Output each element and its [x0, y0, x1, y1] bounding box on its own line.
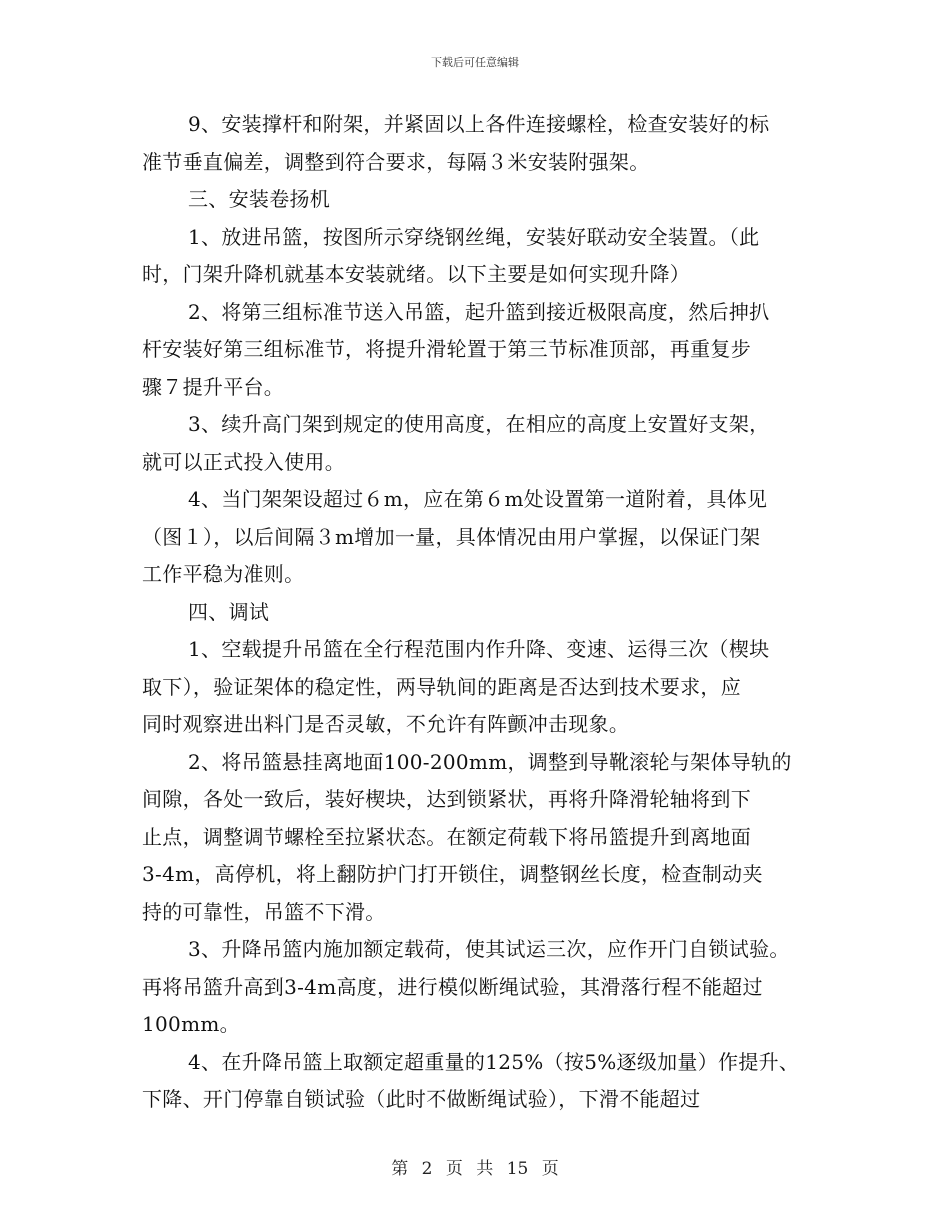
- paragraph-5-line-0: 4、当门架架设超过６m，应在第６m处设置第一道附着，具体见: [188, 487, 768, 511]
- paragraph-10-line-1: 下降、开门停靠自锁试验（此时不做断绳试验），下滑不能超过: [142, 1087, 701, 1111]
- paragraph-9-line-0: 3、升降吊篮内施加额定载荷，使其试运三次，应作开门自锁试验。: [188, 937, 790, 961]
- paragraph-10-line-0: 4、在升降吊篮上取额定超重量的125%（按5%逐级加量）作提升、: [188, 1049, 800, 1074]
- paragraph-7-line-0: 1、空载提升吊篮在全行程范围内作升降、变速、运得三次（楔块: [188, 637, 770, 661]
- paragraph-0-line-1: 准节垂直偏差，调整到符合要求，每隔３米安装附强架。: [142, 149, 650, 174]
- paragraph-4-line-1: 就可以正式投入使用。: [142, 449, 345, 474]
- paragraph-8-line-0: 2、将吊篮悬挂离地面100-200mm，调整到导靴滚轮与架体导轨的: [188, 749, 792, 774]
- paragraph-7-line-2: 同时观察进出料门是否灵敏，不允许有阵颤冲击现象。: [142, 712, 630, 736]
- footer-gong: 共: [476, 1159, 494, 1179]
- page-header: 下载后可任意编辑: [431, 56, 519, 69]
- paragraph-2-line-0: 1、放进吊篮，按图所示穿绕钢丝绳，安装好联动安全装置。（此: [188, 224, 760, 249]
- paragraph-1-line-0: 三、安装卷扬机: [188, 187, 331, 211]
- paragraph-7-line-1: 取下），验证架体的稳定性，两导轨间的距离是否达到技术要求，应: [142, 674, 741, 699]
- paragraph-3-line-2: 骤７提升平台。: [142, 374, 285, 399]
- paragraph-4-line-0: 3、续升高门架到规定的使用高度，在相应的高度上安置好支架，: [188, 412, 770, 436]
- paragraph-2-line-1: 时，门架升降机就基本安装就绪。以下主要是如何实现升降）: [142, 262, 691, 286]
- paragraph-9-line-2: 100mm。: [142, 1012, 240, 1036]
- paragraph-5-line-1: （图１），以后间隔３m增加一量，具体情况由用户掌握，以保证门架: [142, 524, 761, 549]
- paragraph-3-line-1: 杆安装好第三组标准节，将提升滑轮置于第三节标准顶部，再重复步: [142, 337, 751, 361]
- paragraph-9-line-1: 再将吊篮升高到3-4m高度，进行模似断绳试验，其滑落行程不能超过: [142, 974, 763, 999]
- footer-ye-2: 页: [541, 1159, 559, 1179]
- footer-di: 第: [391, 1159, 409, 1179]
- document-body: [142, 106, 810, 1119]
- paragraph-8-line-4: 持的可靠性，吊篮不下滑。: [142, 899, 386, 924]
- paragraph-8-line-1: 间隙，各处一致后，装好楔块，达到锁紧状，再将升降滑轮轴将到下: [142, 787, 751, 811]
- paragraph-8-line-3: 3-4m，高停机，将上翻防护门打开锁住，调整钢丝长度，检查制动夹: [142, 862, 763, 886]
- paragraph-8-line-2: 止点，调整调节螺栓至拉紧状态。在额定荷载下将吊篮提升到离地面: [142, 824, 751, 849]
- paragraph-3-line-0: 2、将第三组标准节送入吊篮，起升篮到接近极限高度，然后抻扒: [188, 299, 770, 324]
- page-footer: [0, 1154, 950, 1179]
- paragraph-6-line-0: 四、调试: [188, 599, 270, 624]
- footer-total-pages: 15: [506, 1159, 529, 1179]
- footer-page-number: 2: [421, 1159, 433, 1179]
- footer-ye: 页: [445, 1159, 463, 1179]
- paragraph-0-line-0: 9、安装撑杆和附架，并紧固以上各件连接螺栓，检查安装好的标: [188, 112, 770, 136]
- paragraph-5-line-2: 工作平稳为准则。: [142, 562, 305, 586]
